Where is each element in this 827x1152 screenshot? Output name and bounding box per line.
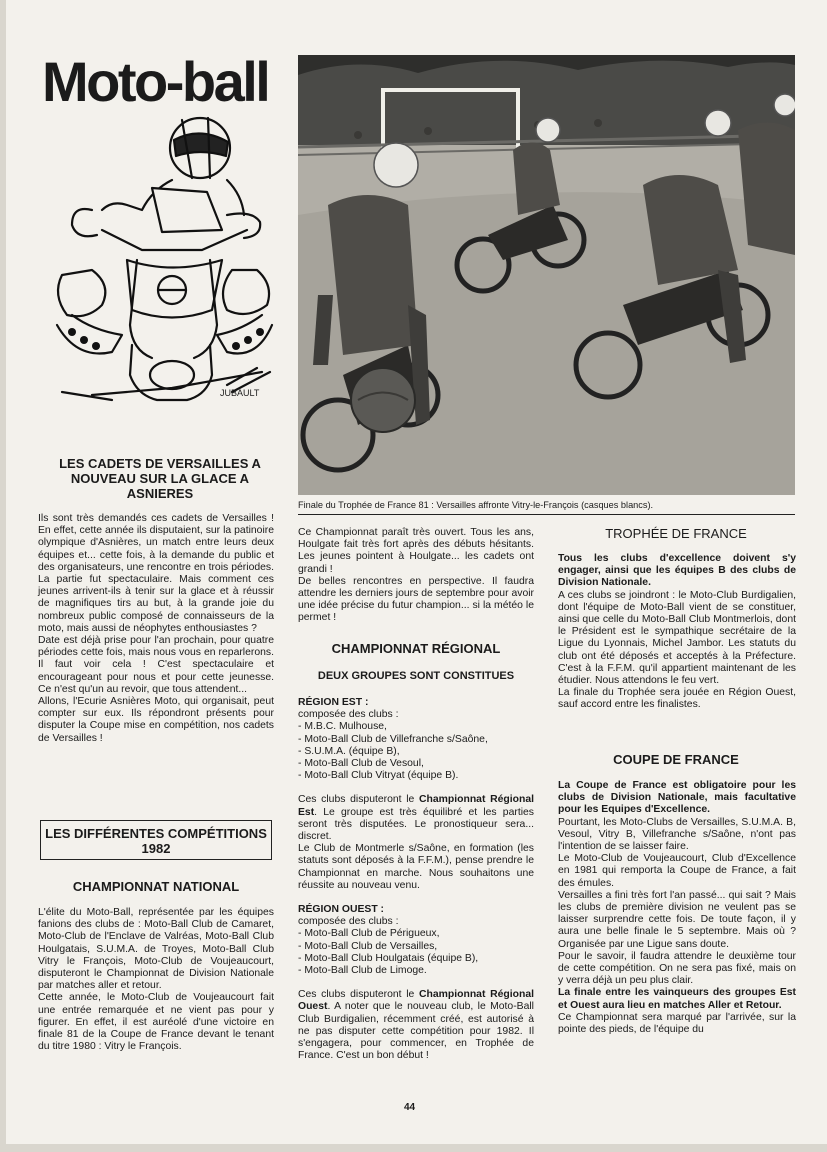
- coupe-lead: La Coupe de France est obligatoire pour les clubs de Division Nationale, mais facultative pour les Equipes d'Excellence.: [558, 780, 796, 816]
- photo-caption: Finale du Trophée de France 81 : Versailles affronte Vitry-le-François (casques blancs).: [298, 500, 654, 510]
- national-continued-paragraph: Ce Championnat paraît très ouvert. Tous les ans, Houlgate fait très fort après des débuts hésitants. Les jeunes pointent à Houlgate... les cadets ont grandi !: [298, 527, 534, 575]
- coupe-paragraph: Le Moto-Club de Voujeaucourt, Club d'Excellence en 1981 qui remporta la Coupe de France, a fait des émules.: [558, 853, 796, 889]
- trophee-lead: Tous les clubs d'excellence doivent s'y engager, ainsi que les équipes B des clubs de Division Nationale.: [558, 553, 796, 589]
- coupe-paragraph: Versailles a fini très fort l'an passé... qui sait ? Mais les clubs de première division ne veulent pas se laisser surprendre cette fois. De toute façon, il y aura une belle finale le 5 septembre. Mais où ? Organisée par une Ligue sans doute.: [558, 889, 796, 950]
- region-ouest-intro: composée des clubs :: [298, 916, 399, 928]
- club-list-item: - Moto-Ball Club de Villefranche s/Saône,: [298, 733, 488, 745]
- page-edge: [0, 0, 6, 1152]
- cadets-heading: LES CADETS DE VERSAILLES A NOUVEAU SUR LA GLACE A ASNIERES: [59, 456, 261, 501]
- region-est-title: RÉGION EST :: [298, 697, 369, 708]
- competitions-heading: LES DIFFÉRENTES COMPÉTITIONS 1982: [45, 826, 267, 856]
- coupe-paragraph: Pourtant, les Moto-Clubs de Versailles, S.U.M.A. B, Vesoul, Vitry B, Villefranche s/Saône, n'ont pas l'intention de se laisser faire.: [558, 816, 796, 853]
- cartoon-signature: JUBAULT: [220, 388, 260, 398]
- club-list-item: - Moto-Ball Club de Versailles,: [298, 940, 438, 952]
- club-list-item: - Moto-Ball Club de Vesoul,: [298, 758, 424, 770]
- region-est-clubs: [298, 721, 534, 782]
- page-number: 44: [404, 1102, 416, 1113]
- page-title: Moto-ball: [42, 50, 269, 113]
- club-list-item: - M.B.C. Mulhouse,: [298, 721, 387, 733]
- regional-subheading: DEUX GROUPES SONT CONSTITUES: [317, 670, 515, 682]
- club-list-item: - Moto-Ball Club de Limoge.: [298, 965, 427, 977]
- national-article: [38, 907, 274, 1053]
- region-ouest-title: RÉGION OUEST :: [298, 904, 385, 916]
- region-est-intro: composée des clubs :: [298, 709, 399, 721]
- coupe-closing: Ce Championnat sera marqué par l'arrivée, sur la pointe des pieds, de l'équipe du: [558, 1011, 796, 1036]
- club-list-item: - Moto-Ball Club Vitryat (équipe B).: [298, 770, 459, 782]
- region-ouest-clubs: [298, 928, 534, 977]
- coupe-heading: COUPE DE FRANCE: [613, 752, 739, 767]
- national-paragraph: L'élite du Moto-Ball, représentée par les équipes fanions des clubs de : Moto-Ball Club de Camaret, Moto-Club de l'Enclave de Valréas, Moto-Ball Club Houlgatais, S.U.M.A. de Troyes, Moto-Ball Club Vitry le François, Moto-Club de Voujeaucourt, disputeront le Championnat de Division Nationale par matches aller et retour.: [38, 907, 274, 992]
- coupe-bold-paragraph: La finale entre les vainqueurs des groupes Est et Ouest aura lieu en matches Aller et Retour.: [558, 987, 796, 1011]
- cadets-paragraph: Ils sont très demandés ces cadets de Versailles ! En effet, cette année ils disputaient, sur la patinoire olympique d'Asnières, un match entre leurs deux équipes et... cette fois, à la demande du public et des organisateurs, une rencontre en trois périodes. La partie fut spectaculaire. Mais comment ces jeunes arrivent-ils à tenir sur la glace et à réussir de magnifiques tirs au but, à la grande joie du nombreux public composé de connaisseurs de la moto, mais aussi de néophytes enthousiastes ?: [38, 513, 274, 634]
- trophee-paragraph: A ces clubs se joindront : le Moto-Club Burdigalien, dont l'équipe de Moto-Ball vient de se constituer, ainsi que celle du Moto-Ball Club Montmerlois, dont le Président est le sympathique secrétaire de la Ligue du Lyonnais, Michel Jambor. Les statuts du club ont été déposés et acceptés à la Préfecture. C'est à la F.F.M. qu'il appartient maintenant de les étudier. Nous attendons le feu vert.: [558, 589, 796, 687]
- trophee-paragraph: La finale du Trophée sera jouée en Région Ouest, sauf accord entre les finalistes.: [558, 687, 796, 711]
- cadets-article: [38, 513, 274, 745]
- national-heading: CHAMPIONNAT NATIONAL: [72, 879, 240, 894]
- club-list-item: - Moto-Ball Club Houlgatais (équipe B),: [298, 952, 479, 964]
- cadets-paragraph: Allons, l'Ecurie Asnières Moto, qui organisait, peut compter sur eux. Ils répondront présents pour disputer la Coupe mise en compétition, nos cadets de Versailles !: [38, 696, 274, 744]
- coupe-article: [558, 780, 796, 1036]
- region-ouest-paragraph: Ces clubs disputeront le Championnat Régional Ouest. A noter que le nouveau club, le Moto-Ball Club Burdigalien, récemment créé, est autorisé à ne pas disputer cette compétition pour 1982. Il s'engagera, pour commencer, en Trophée de France. C'est un bon début !: [298, 989, 534, 1062]
- trophee-article: [558, 553, 796, 712]
- regional-heading: CHAMPIONNAT RÉGIONAL: [331, 641, 501, 656]
- region-est-paragraph: Le Club de Montmerle s/Saône, en formation (les statuts sont déposés à la F.F.M.), pense prendre le Championnat en marche. Nous souhaitons une réussite au nouveau venu.: [298, 843, 534, 891]
- coupe-paragraph: Pour le savoir, il faudra attendre le deuxième tour de cette compétition. On ne sera pas fixé, mais on y verra déjà un peu plus clair.: [558, 950, 796, 987]
- match-photo: [298, 55, 795, 495]
- cadets-paragraph: Date est déjà prise pour l'an prochain, pour quatre périodes cette fois, mais nous vous en reparlerons. Il faut voir cela ! C'est spectaculaire et encourageant pour nous et pour cette jeunesse. Ce n'est qu'un au revoir, que tous attendent...: [38, 635, 274, 695]
- trophee-heading: TROPHÉE DE FRANCE: [605, 526, 747, 541]
- caption-divider: [298, 514, 795, 515]
- national-paragraph: Cette année, le Moto-Club de Voujeaucourt fait une entrée remarquée et ne vient pas pour y figurer. En effet, il est auréolé d'une victoire en finale 81 de la Coupe de France devant le tenant du titre 1980 : Vitry le François.: [38, 992, 274, 1053]
- page-bottom-edge: [0, 1144, 827, 1152]
- national-continued-paragraph: De belles rencontres en perspective. Il faudra attendre les derniers jours de septembre pour avoir une idée précise du futur champion... si la météo le permet !: [298, 575, 534, 624]
- club-list-item: - S.U.M.A. (équipe B),: [298, 745, 400, 757]
- cartoon-illustration: [32, 110, 282, 410]
- competitions-box: [40, 820, 272, 860]
- national-continued: [298, 527, 534, 625]
- regional-article: [298, 697, 534, 1062]
- region-est-paragraph: Ces clubs disputeront le Championnat Régional Est. Le groupe est très équilibré et les parties seront très disputées. Le pronostiqueur sera... discret.: [298, 794, 534, 843]
- club-list-item: - Moto-Ball Club de Périgueux,: [298, 928, 440, 940]
